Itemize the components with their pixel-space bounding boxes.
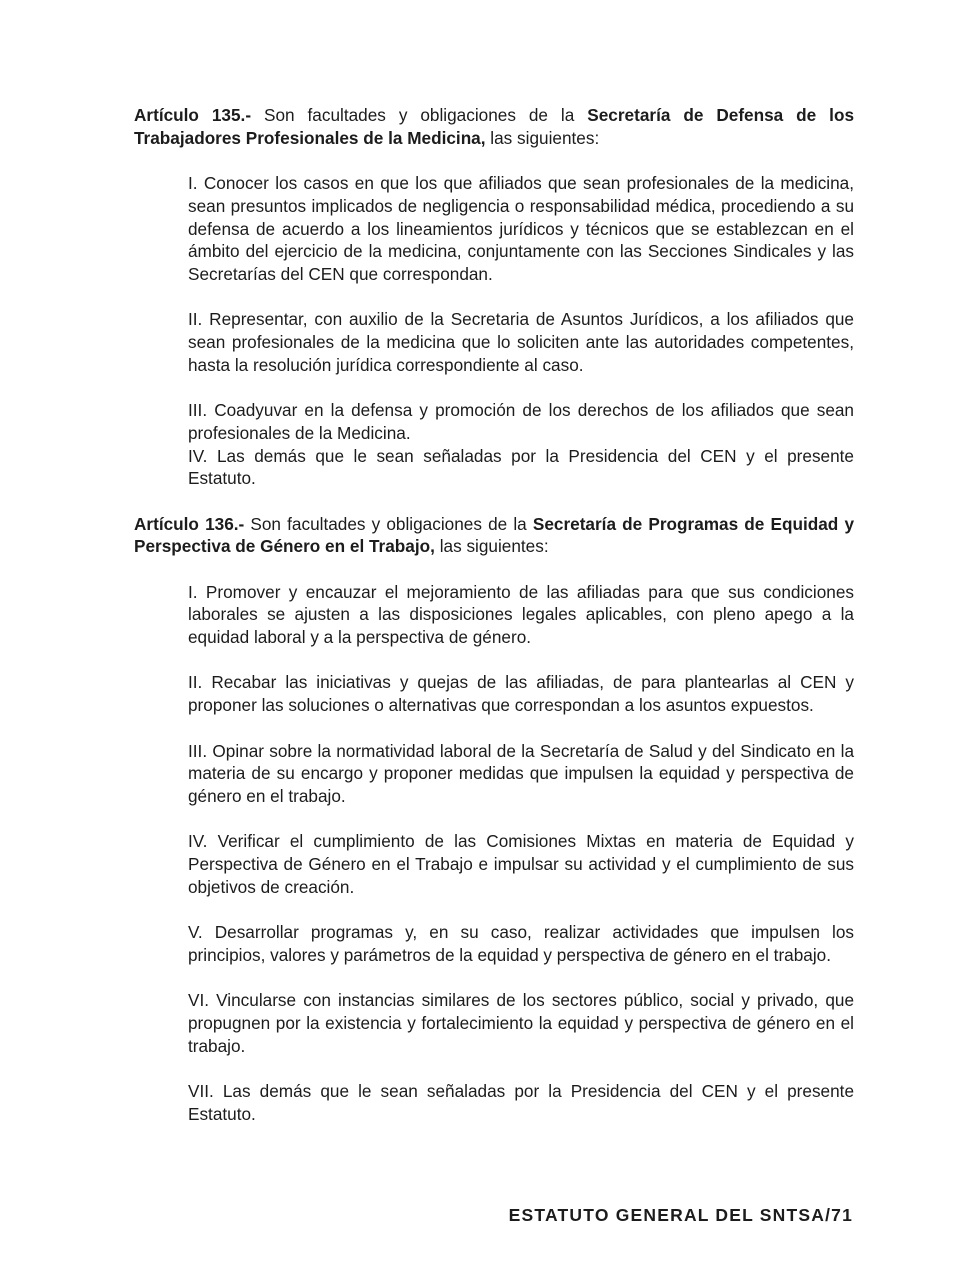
article-135-item-2: II. Representar, con auxilio de la Secretaria de Asuntos Jurídicos, a los afiliados que sean profesionales de la medicina que lo soliciten ante las autoridades competentes, hasta la resolución jurídica correspondiente al caso. xyxy=(188,309,854,375)
article-135-label: Artículo 135.- xyxy=(134,105,252,125)
article-135-item-1: I. Conocer los casos en que los que afiliados que sean profesionales de la medicina, sean presuntos implicados de negligencia o responsabilidad médica, procediendo a su defensa de acuerdo a los lineamientos jurídicos y técnicos que se establezcan en el ámbito del ejercicio de la medicina, conjuntamente con las Secciones Sindicales y las Secretarías del CEN que correspondan. xyxy=(188,173,854,284)
article-136-secretariat: Secretaría de Programas de Equidad y Perspectiva de Género en el Trabajo, xyxy=(134,513,855,557)
article-135-item-4: IV. Las demás que le sean señaladas por la Presidencia del CEN y el presente Estatuto. xyxy=(188,445,854,489)
article-136-item-1: I. Promover y encauzar el mejoramiento de las afiliadas para que sus condiciones laborales se ajusten a las disposiciones legales aplicables, con pleno apego a la equidad laboral y a la perspectiva de género. xyxy=(188,581,854,648)
article-136-item-4: IV. Verificar el cumplimiento de las Comisiones Mixtas en materia de Equidad y Perspectiva de Género en el Trabajo e impulsar su actividad y el cumplimiento de sus objetivos de creación. xyxy=(188,831,854,897)
article-135-outro: las siguientes: xyxy=(485,127,600,148)
article-136-intro: Son facultades y obligaciones de la xyxy=(244,513,533,534)
article-135-secretariat: Secretaría de Defensa de los Trabajadores Profesionales de la Medicina, xyxy=(134,105,854,148)
article-136-item-5: V. Desarrollar programas y, en su caso, realizar actividades que impulsen los principios, valores y parámetros de la equidad y perspectiva de género en el trabajo. xyxy=(188,922,854,965)
article-135-item-3: III. Coadyuvar en la defensa y promoción de los derechos de los afiliados que sean profesionales de la Medicina. xyxy=(188,400,854,443)
article-136-item-6: VI. Vincularse con instancias similares de los sectores público, social y privado, que propugnen por la existencia y fortalecimiento la equidad y perspectiva de género en el trabajo. xyxy=(188,990,854,1056)
article-135-heading xyxy=(134,104,854,149)
page-footer: ESTATUTO GENERAL DEL SNTSA/71 xyxy=(508,1205,853,1225)
article-136-items xyxy=(188,581,854,1126)
article-136-label: Artículo 136.- xyxy=(134,513,245,534)
article-136-heading xyxy=(134,513,854,558)
article-136-outro: las siguientes: xyxy=(434,536,549,557)
article-135-intro: Son facultades y obligaciones de la xyxy=(251,105,588,125)
article-136-item-3: III. Opinar sobre la normatividad laboral de la Secretaría de Salud y del Sindicato en la materia de su encargo y proponer medidas que impulsen la equidad y perspectiva de género en el trabajo. xyxy=(188,740,854,806)
article-136-item-7: VII. Las demás que le sean señaladas por la Presidencia del CEN y el presente Estatuto. xyxy=(188,1081,854,1124)
document-body xyxy=(134,104,854,1125)
article-135-items xyxy=(188,172,854,490)
article-136-item-2: II. Recabar las iniciativas y quejas de las afiliadas, de para plantearlas al CEN y proponer las soluciones o alternativas que correspondan a los asuntos expuestos. xyxy=(188,672,854,716)
